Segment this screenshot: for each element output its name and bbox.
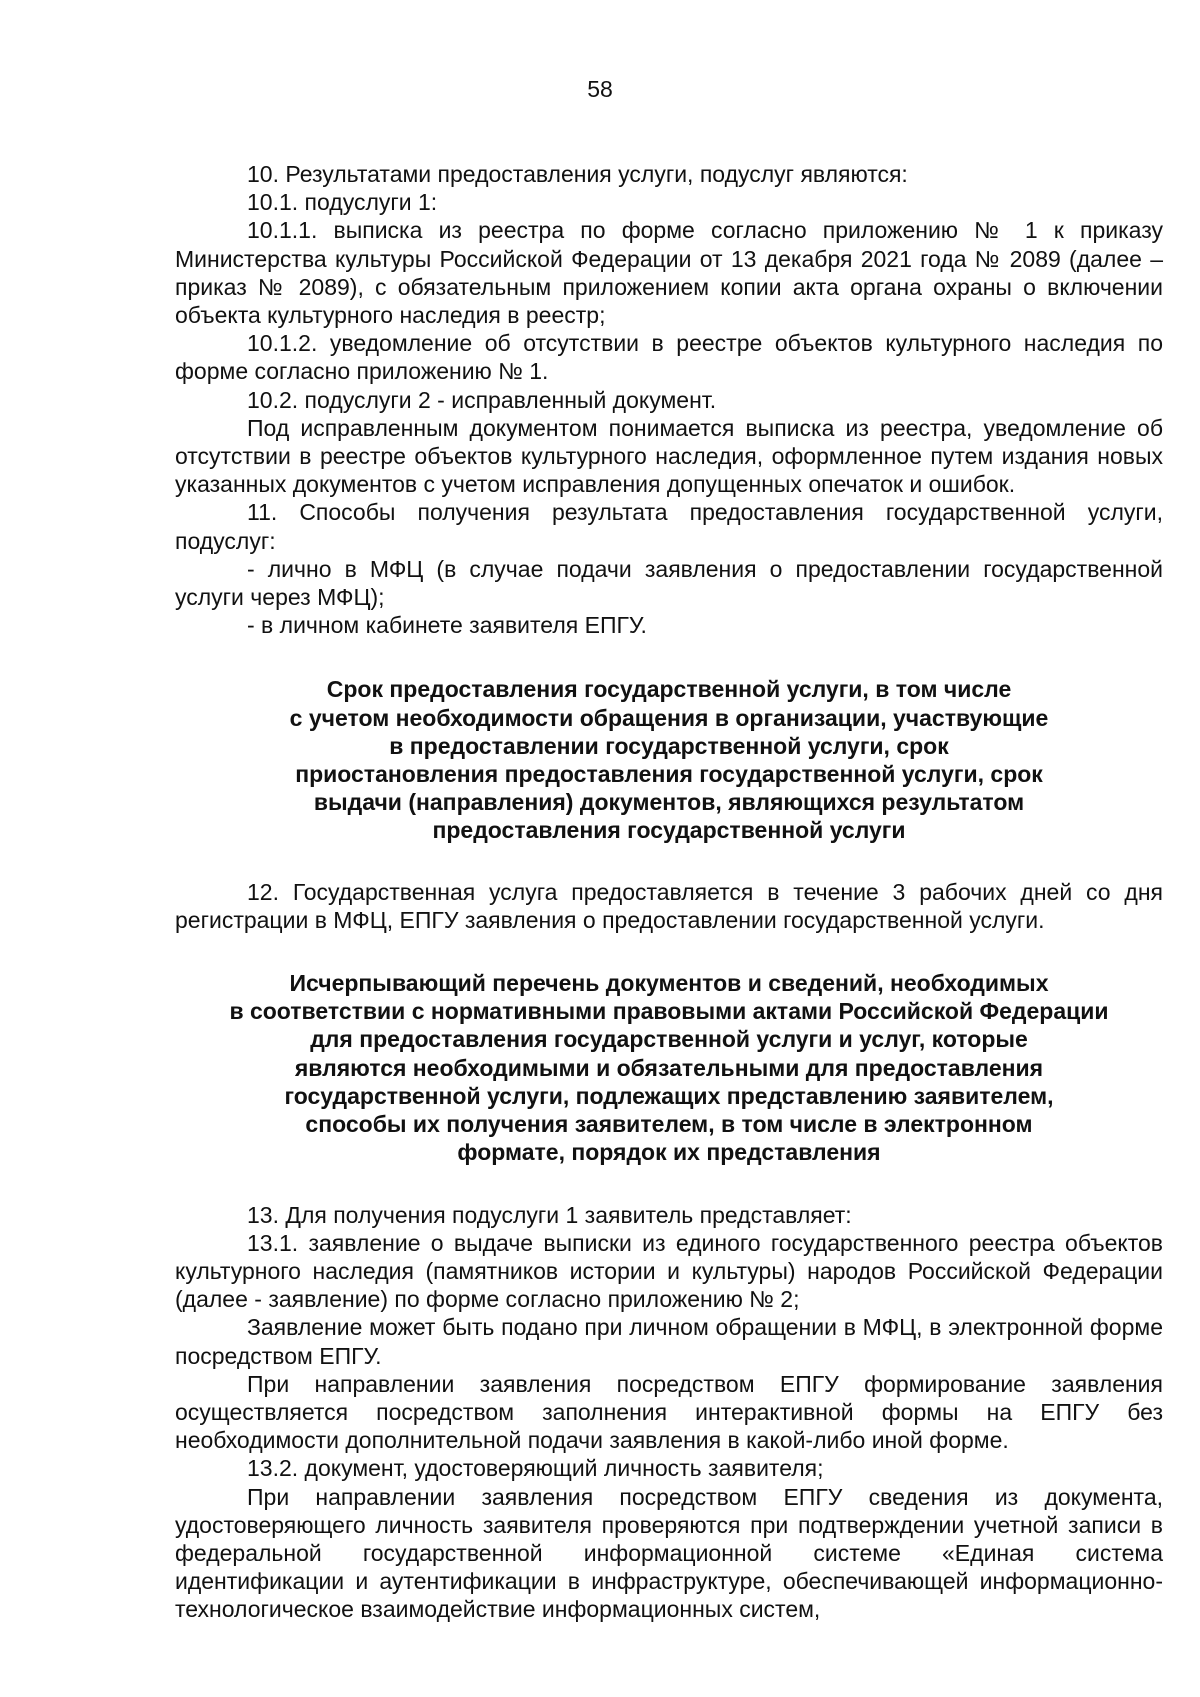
paragraph-10-1-1: 10.1.1. выписка из реестра по форме согласно приложению № 1 к приказу Министерства культуры Российской Федерации от 13 декабря 2021 года № 2089 (далее – приказ № 2089), с обязательным приложением копии акта органа охраны о включении объекта культурного наследия в реестр; bbox=[175, 217, 1163, 329]
paragraph-identity-verification: При направлении заявления посредством ЕПГУ сведения из документа, удостоверяющего личность заявителя проверяются при подтверждении учетной записи в федеральной государственной информационной системе «Единая система идентификации и аутентификации в инфраструктуре, обеспечивающей информационно-технологическое взаимодействие информационных систем, bbox=[175, 1483, 1163, 1623]
heading-line: государственной услуги, подлежащих представлению заявителем, bbox=[284, 1082, 1054, 1109]
paragraph-corrected-document: Под исправленным документом понимается выписка из реестра, уведомление об отсутствии в реестре объектов культурного наследия, оформленное путем издания новых указанных документов с учетом исправления допущенных опечаток и ошибок. bbox=[175, 414, 1163, 498]
list-item-epgu: - в личном кабинете заявителя ЕПГУ. bbox=[247, 612, 647, 639]
heading-line: с учетом необходимости обращения в организации, участвующие bbox=[289, 704, 1049, 731]
heading-line: приостановления предоставления государственной услуги, срок bbox=[295, 761, 1043, 788]
section-heading-documents bbox=[175, 969, 1163, 1166]
document-body bbox=[175, 160, 1163, 1624]
paragraph-13-1: 13.1. заявление о выдаче выписки из единого государственного реестра объектов культурного наследия (памятников истории и культуры) народов Российской Федерации (далее - заявление) по форме согласно приложению № 2; bbox=[175, 1229, 1163, 1313]
page-number: 58 bbox=[587, 76, 613, 102]
heading-line: Срок предоставления государственной услуги, в том числе bbox=[326, 676, 1012, 703]
paragraph-10-1-2: 10.1.2. уведомление об отсутствии в реестре объектов культурного наследия по форме согласно приложению № 1. bbox=[175, 330, 1163, 385]
list-item-mfc: - лично в МФЦ (в случае подачи заявления о предоставлении государственной услуги через МФЦ); bbox=[175, 555, 1163, 611]
heading-line: являются необходимыми и обязательными для предоставления bbox=[294, 1054, 1044, 1081]
heading-line: в соответствии с нормативными правовыми актами Российской Федерации bbox=[229, 998, 1109, 1025]
heading-line: выдачи (направления) документов, являющихся результатом bbox=[313, 789, 1025, 816]
paragraph-13: 13. Для получения подуслуги 1 заявитель представляет: bbox=[247, 1201, 852, 1228]
heading-line: способы их получения заявителем, в том числе в электронном bbox=[305, 1111, 1033, 1138]
paragraph-epgu-form: При направлении заявления посредством ЕПГУ формирование заявления осуществляется посредством заполнения интерактивной формы на ЕПГУ без необходимости дополнительной подачи заявления в какой-либо иной форме. bbox=[175, 1370, 1163, 1454]
section-heading-term bbox=[175, 675, 1163, 844]
heading-line: в предоставлении государственной услуги, срок bbox=[389, 732, 949, 759]
heading-line: Исчерпывающий перечень документов и сведений, необходимых bbox=[289, 970, 1049, 997]
heading-line: предоставления государственной услуги bbox=[432, 817, 906, 844]
paragraph-10-1: 10.1. подуслуги 1: bbox=[247, 189, 438, 216]
paragraph-13-2: 13.2. документ, удостоверяющий личность заявителя; bbox=[247, 1455, 824, 1482]
paragraph-11: 11. Способы получения результата предоставления государственной услуги, подуслуг: bbox=[175, 499, 1163, 554]
paragraph-10-2: 10.2. подуслуги 2 - исправленный документ. bbox=[247, 386, 717, 413]
paragraph-application-submission: Заявление может быть подано при личном обращении в МФЦ, в электронной форме посредством ЕПГУ. bbox=[175, 1314, 1163, 1369]
paragraph-10: 10. Результатами предоставления услуги, подуслуг являются: bbox=[247, 161, 908, 187]
heading-line: для предоставления государственной услуги и услуг, которые bbox=[310, 1026, 1028, 1053]
heading-line: формате, порядок их представления bbox=[457, 1139, 881, 1166]
paragraph-12: 12. Государственная услуга предоставляется в течение 3 рабочих дней со дня регистрации в МФЦ, ЕПГУ заявления о предоставлении государственной услуги. bbox=[175, 878, 1163, 933]
